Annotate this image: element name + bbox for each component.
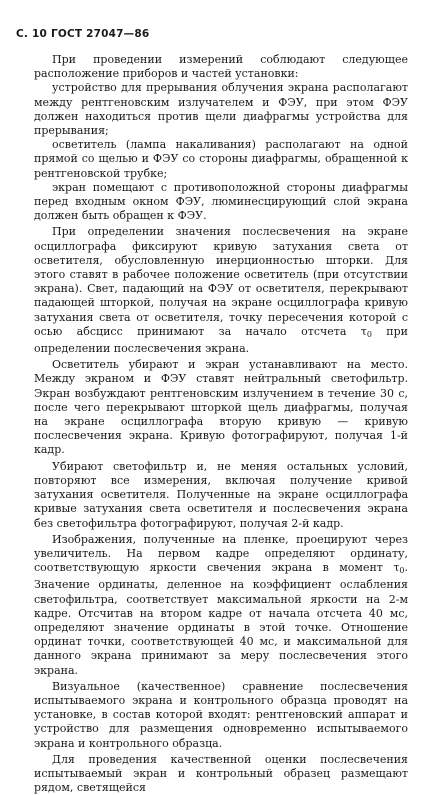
paragraph [34,533,408,678]
paragraph: Убирают светофильтр и, не меняя остальных условий, повторяют все измерения, включая получение кривой затухания осветителя. Полученные на экране осциллографа кривые затухания света осветителя и послесвечения экрана без светофильтра фотографируют, получая 2-й кадр. [34,459,408,530]
paragraph [34,225,408,356]
paragraph-text: . Значение ординаты, деленное на коэффициент ослабления светофильтра, соответствует максимальной яркости на 2-м кадре. Отсчитав на втором кадре от начала отсчета 40 мс, определяют значение ординаты в этой точке. Отношение ординат точки, соответствующей 40 мс, и максимальной для данного экрана принимают за меру послесвечения этого экрана. [34,561,408,677]
page-number: С. 10 [16,28,47,40]
list-item: устройство для прерывания облучения экрана располагают между рентгеновским излучателем и ФЭУ, при этом ФЭУ должен находиться против щели диафрагмы устройства для прерывания; [34,81,408,138]
list-item: экран помещают с противоположной стороны диафрагмы перед входным окном ФЭУ, люминесцирующий слой экрана должен быть обращен к ФЭУ. [34,180,408,223]
paragraph-text: Изображения, полученные на пленке, проецируют через увеличитель. На первом кадре определяют ординату, соответствующую яркости свечения экрана в момент τ [34,532,408,575]
paragraph: Для проведения качественной оценки послесвечения испытываемый экран и контрольный образец размещают рядом, светящейся [34,752,408,795]
subscript: 0 [399,566,405,576]
list-item: осветитель (лампа накаливания) располагают на одной прямой со щелью и ФЭУ со стороны диафрагмы, обращенной к рентгеновской трубке; [34,138,408,180]
page-header [16,28,149,40]
paragraph: Осветитель убирают и экран устанавливают на место. Между экраном и ФЭУ ставят нейтральный светофильтр. Экран возбуждают рентгеновским излучением в течение 30 с, после чего перекрывают шторкой щель диафрагмы, получая на экране осциллографа вторую кривую — кривую послесвечения экрана. Кривую фотографируют, получая 1-й кадр. [34,358,408,457]
paragraph-text: При определении значения послесвечения на экране осциллографа фиксируют кривую затухания света от осветителя, обусловленную инерционностью шторки. Для этого ставят в рабочее положение осветитель (при отсутствии экрана). Свет, падающий на ФЭУ от осветителя, перекрывают падающей шторкой, получая на экране осциллографа кривую затухания света от осветителя, точку пересечения которой с осью абсцисс принимают за начало отсчета τ [34,225,408,338]
standard-code: ГОСТ 27047—86 [50,28,150,40]
paragraph: При проведении измерений соблюдают следующее расположение приборов и частей установки: [34,53,408,81]
paragraph: Визуальное (качественное) сравнение послесвечения испытываемого экрана и контрольного образца проводят на установке, в состав которой входят: рентгеновский аппарат и устройство для размещения одновременно испытываемого экрана и контрольного образца. [34,679,408,750]
subscript: 0 [366,329,372,339]
paragraph-text: при определении послесвечения экрана. [34,324,408,356]
document-body [34,53,408,795]
